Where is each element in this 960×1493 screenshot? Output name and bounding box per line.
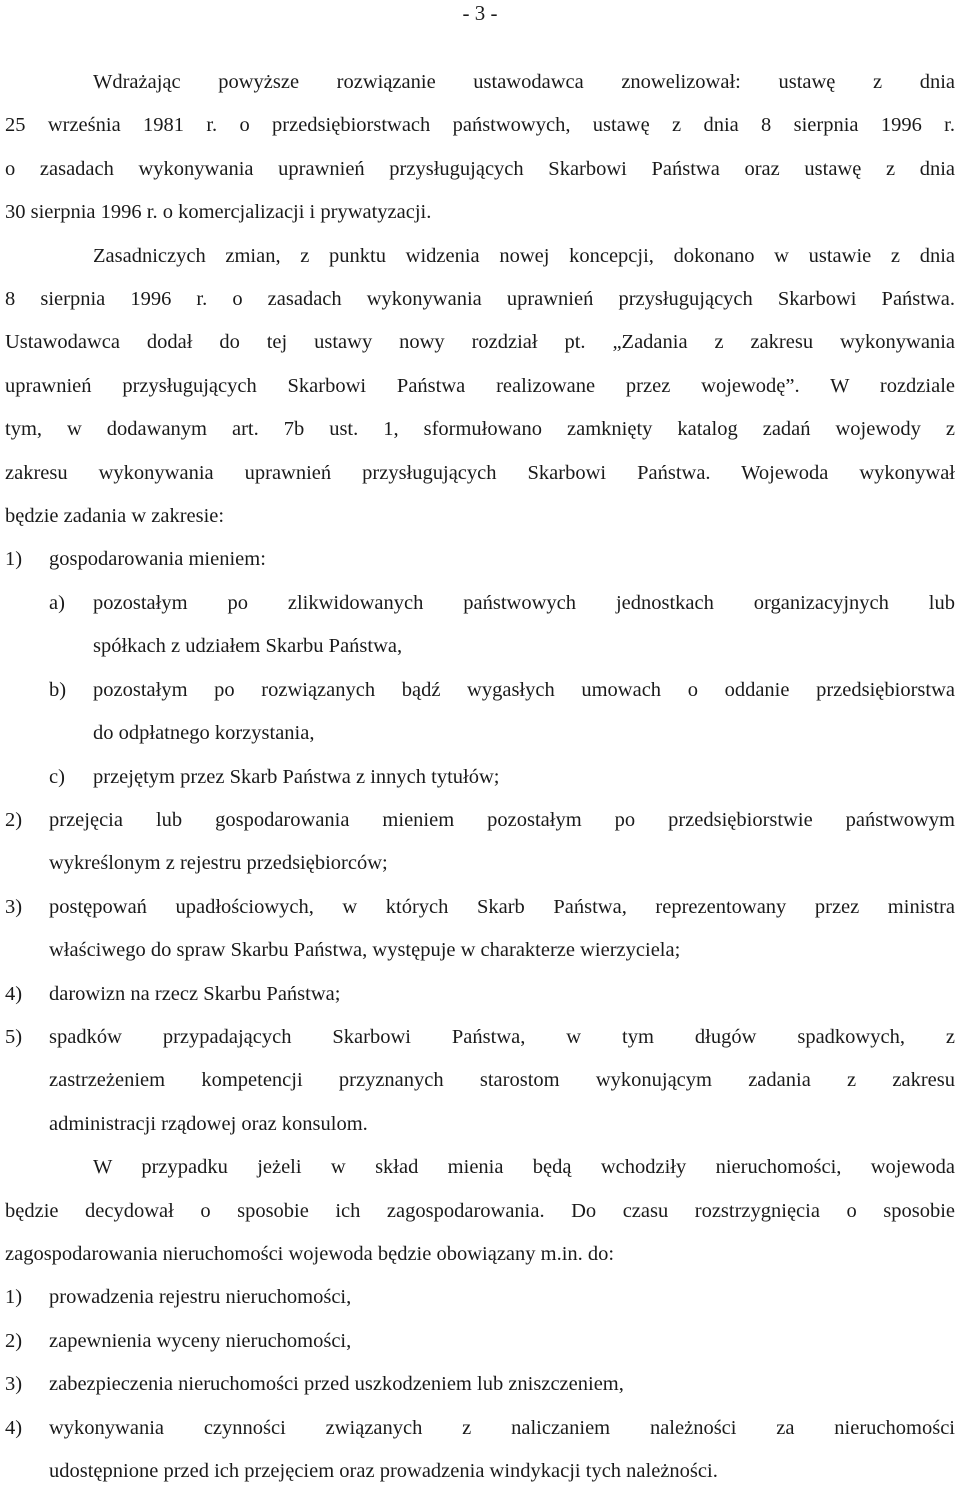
- list-item-line: administracji rządowej oraz konsulom.: [49, 1112, 368, 1135]
- list-item: [5, 886, 955, 973]
- paragraph-line: Zasadniczych zmian, z punktu widzenia nowej koncepcji, dokonano w ustawie z dnia: [93, 244, 955, 267]
- paragraph-line: Ustawodawca dodał do tej ustawy nowy rozdział pt. „Zadania z zakresu wykonywania: [5, 331, 955, 354]
- paragraph-line: 8 sierpnia 1996 r. o zasadach wykonywania uprawnień przysługujących Skarbowi Państwa.: [5, 288, 955, 311]
- list-item-line: postępowań upadłościowych, w których Skarb Państwa, reprezentowany przez ministra: [49, 895, 955, 918]
- list-item-line: udostępnione przed ich przejęciem oraz prowadzenia windykacji tych należności.: [49, 1460, 718, 1482]
- paragraph-line: tym, w dodawanym art. 7b ust. 1, sformułowano zamknięty katalog zadań wojewody z: [5, 418, 955, 441]
- list-item-line: gospodarowania mieniem:: [49, 548, 266, 571]
- list-item-line: pozostałym po zlikwidowanych państwowych jednostkach organizacyjnych lub: [93, 591, 955, 614]
- paragraph-line: zakresu wykonywania uprawnień przysługujących Skarbowi Państwa. Wojewoda wykonywał: [5, 461, 955, 484]
- paragraph-line: W przypadku jeżeli w skład mienia będą wchodziły nieruchomości, wojewoda: [93, 1156, 955, 1179]
- paragraph-line: 30 sierpnia 1996 r. o komercjalizacji i prywatyzacji.: [5, 201, 432, 224]
- list-number: 4): [5, 982, 23, 1005]
- paragraph-line: będzie zadania w zakresie:: [5, 505, 225, 528]
- list-number: 3): [5, 895, 23, 918]
- list-item: [5, 1407, 955, 1493]
- list-letter: c): [49, 765, 65, 788]
- list-item: [5, 973, 955, 1016]
- list-subitem: [5, 756, 955, 799]
- list-subitem: [5, 669, 955, 756]
- list-item-line: spadków przypadających Skarbowi Państwa, w tym długów spadkowych, z: [49, 1025, 955, 1048]
- document-body: [5, 61, 955, 1493]
- list-item-line: do odpłatnego korzystania,: [93, 722, 315, 745]
- list-item: [5, 1016, 955, 1146]
- list-number: 5): [5, 1025, 23, 1048]
- list-letter: b): [49, 678, 67, 701]
- list-number: 3): [5, 1373, 23, 1396]
- list-item: [5, 1363, 955, 1406]
- paragraph-line: zagospodarowania nieruchomości wojewoda będzie obowiązany m.in. do:: [5, 1242, 615, 1265]
- list-number: 2): [5, 1329, 23, 1352]
- list-item-line: prowadzenia rejestru nieruchomości,: [49, 1286, 352, 1309]
- list-item-line: przejętym przez Skarb Państwa z innych tytułów;: [93, 765, 500, 788]
- list-item: [5, 1276, 955, 1319]
- list-item-line: pozostałym po rozwiązanych bądź wygasłych umowach o oddanie przedsiębiorstwa: [93, 678, 955, 701]
- paragraph-line: uprawnień przysługujących Skarbowi Państwa realizowane przez wojewodę”. W rozdziale: [5, 374, 955, 397]
- list-item: [5, 1320, 955, 1363]
- paragraph-line: będzie decydował o sposobie ich zagospodarowania. Do czasu rozstrzygnięcia o sposobie: [5, 1199, 955, 1222]
- list-subitem: [5, 582, 955, 669]
- page-number: - 3 -: [462, 1, 498, 25]
- list-item-line: darowizn na rzecz Skarbu Państwa;: [49, 982, 341, 1005]
- list-number: 2): [5, 808, 23, 831]
- list-item-line: zabezpieczenia nieruchomości przed uszkodzeniem lub zniszczeniem,: [49, 1373, 624, 1396]
- list-item-line: zastrzeżeniem kompetencji przyznanych starostom wykonującym zadania z zakresu: [49, 1069, 955, 1092]
- list-item: [5, 538, 955, 581]
- list-number: 4): [5, 1416, 23, 1439]
- list-item-line: przejęcia lub gospodarowania mieniem pozostałym po przedsiębiorstwie państwowym: [49, 808, 955, 831]
- paragraph-line: o zasadach wykonywania uprawnień przysługujących Skarbowi Państwa oraz ustawę z dnia: [5, 157, 955, 180]
- paragraph-line: Wdrażając powyższe rozwiązanie ustawodawca znowelizował: ustawę z dnia: [93, 71, 955, 93]
- paragraph-line: 25 września 1981 r. o przedsiębiorstwach państwowych, ustawę z dnia 8 sierpnia 1996 r.: [5, 114, 955, 137]
- list-item: [5, 799, 955, 886]
- list-letter: a): [49, 591, 65, 614]
- list-item-line: właściwego do spraw Skarbu Państwa, występuje w charakterze wierzyciela;: [49, 939, 681, 962]
- list-item-line: wykonywania czynności związanych z naliczaniem należności za nieruchomości: [49, 1416, 955, 1439]
- list-item-line: wykreślonym z rejestru przedsiębiorców;: [49, 852, 388, 875]
- list-item-line: spółkach z udziałem Skarbu Państwa,: [93, 635, 403, 658]
- list-number: 1): [5, 548, 23, 571]
- list-item-line: zapewnienia wyceny nieruchomości,: [49, 1329, 352, 1352]
- list-number: 1): [5, 1286, 23, 1309]
